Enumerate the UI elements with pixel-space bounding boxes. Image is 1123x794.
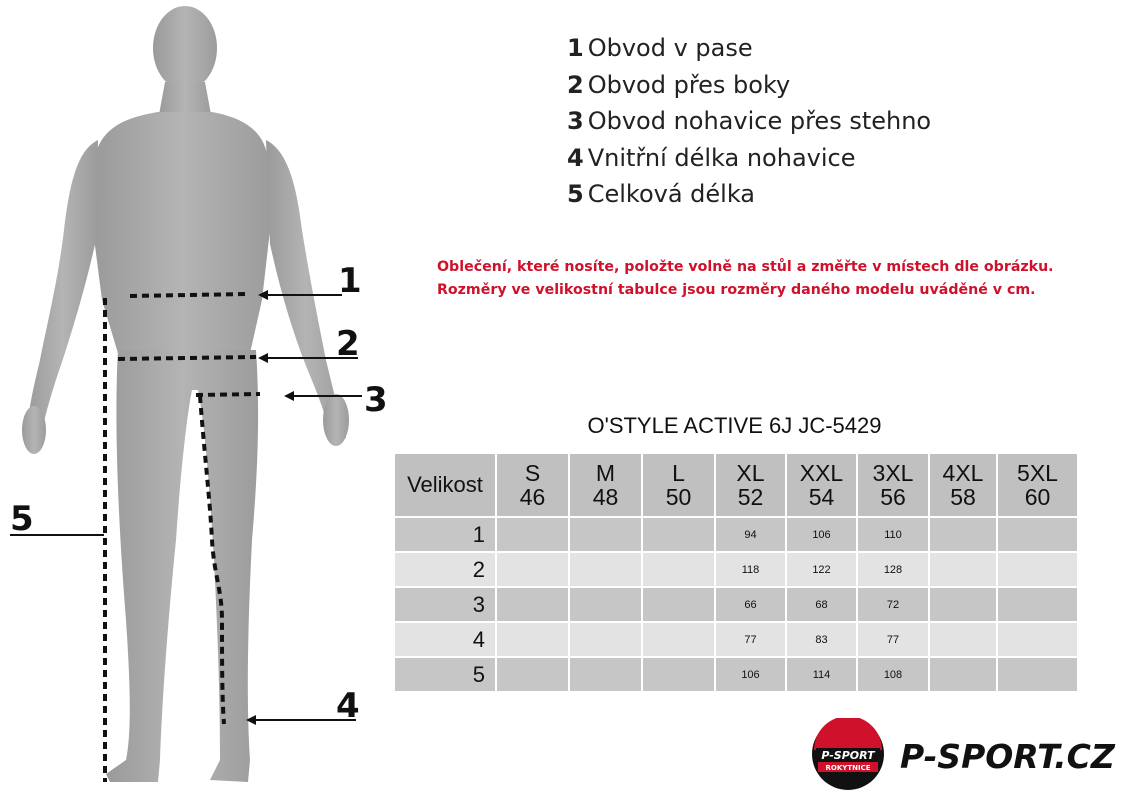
table-cell: [929, 657, 997, 692]
size-name: 5XL: [1017, 460, 1058, 486]
size-name: M: [595, 460, 616, 486]
logo-badge-subtext: ROKYTNICE: [825, 764, 871, 772]
table-cell: 114: [786, 657, 857, 692]
size-number: 48: [592, 484, 619, 510]
table-cell: [929, 587, 997, 622]
table-cell: 83: [786, 622, 857, 657]
table-cell: 72: [857, 587, 929, 622]
marker-1: 1: [338, 261, 362, 301]
table-cell: [929, 622, 997, 657]
table-cell: [929, 517, 997, 552]
size-name: XL: [736, 460, 765, 486]
size-header-label: Velikost: [394, 453, 496, 517]
measurement-legend: [567, 30, 931, 213]
instruction-line: Rozměry ve velikostní tabulce jsou rozměry daného modelu uváděné v cm.: [437, 282, 1036, 298]
marker-5: 5: [10, 499, 34, 539]
size-number: 56: [880, 484, 906, 510]
logo-wordmark: P-SPORT.CZ: [900, 737, 1115, 776]
table-cell: 110: [857, 517, 929, 552]
legend-item: [567, 176, 931, 213]
size-number: 46: [519, 484, 546, 510]
legend-number: 1: [567, 34, 584, 62]
table-cell: [496, 552, 569, 587]
table-cell: [997, 587, 1078, 622]
size-header-cell: [496, 453, 569, 517]
p-sport-logo: [812, 718, 1117, 790]
row-label: 2: [394, 552, 496, 587]
table-cell: [997, 517, 1078, 552]
size-header-cell: [857, 453, 929, 517]
table-cell: 68: [786, 587, 857, 622]
table-cell: [997, 622, 1078, 657]
legend-number: 4: [567, 143, 584, 172]
marker-4: 4: [336, 686, 360, 726]
table-row: [394, 552, 1078, 587]
legend-number: 5: [567, 180, 584, 208]
table-cell: [642, 587, 715, 622]
table-cell: [569, 517, 642, 552]
size-name: 3XL: [872, 460, 914, 486]
table-cell: 94: [715, 517, 786, 552]
row-label: 4: [394, 622, 496, 657]
table-cell: 108: [857, 657, 929, 692]
size-header-cell: [642, 453, 715, 517]
size-header-cell: [786, 453, 857, 517]
size-header-cell: [929, 453, 997, 517]
table-cell: [997, 552, 1078, 587]
marker-3: 3: [364, 380, 388, 420]
size-name: XXL: [799, 460, 844, 486]
table-cell: [569, 552, 642, 587]
size-name: L: [672, 460, 685, 486]
instruction-line: Oblečení, které nosíte, položte volně na stůl a změřte v místech dle obrázku.: [437, 259, 1054, 275]
table-cell: [642, 657, 715, 692]
table-cell: [496, 622, 569, 657]
row-label: 5: [394, 657, 496, 692]
size-header-cell: [569, 453, 642, 517]
legend-text: Obvod přes boky: [587, 70, 791, 99]
table-cell: 66: [715, 587, 786, 622]
table-cell: 106: [786, 517, 857, 552]
table-cell: 122: [786, 552, 857, 587]
size-name: 4XL: [942, 460, 984, 486]
size-header-cell: [715, 453, 786, 517]
legend-number: 2: [567, 70, 584, 99]
legend-item: [567, 30, 931, 67]
row-label: 1: [394, 517, 496, 552]
table-cell: [642, 552, 715, 587]
legend-item: [567, 67, 931, 104]
table-cell: [496, 587, 569, 622]
size-number: 58: [950, 484, 976, 510]
table-row: [394, 587, 1078, 622]
legend-number: 3: [567, 107, 584, 135]
size-number: 54: [808, 484, 835, 510]
table-cell: 128: [857, 552, 929, 587]
table-cell: 77: [715, 622, 786, 657]
table-cell: [642, 622, 715, 657]
body-measurement-figure: [0, 0, 400, 794]
legend-item: [567, 140, 931, 177]
table-cell: [642, 517, 715, 552]
size-name: S: [524, 460, 541, 486]
table-cell: [496, 517, 569, 552]
size-header-row: [394, 453, 1078, 517]
size-number: 50: [665, 484, 692, 510]
legend-text: Obvod nohavice přes stehno: [587, 107, 932, 135]
row-label: 3: [394, 587, 496, 622]
table-cell: [569, 587, 642, 622]
size-table: [393, 452, 1079, 693]
size-header-cell: [997, 453, 1078, 517]
table-cell: 106: [715, 657, 786, 692]
table-cell: 77: [857, 622, 929, 657]
measurement-instructions: [437, 256, 1054, 302]
table-cell: [569, 657, 642, 692]
table-cell: 118: [715, 552, 786, 587]
marker-2: 2: [336, 324, 360, 364]
human-silhouette: [22, 6, 349, 782]
legend-text: Obvod v pase: [587, 34, 753, 62]
table-cell: [929, 552, 997, 587]
legend-text: Celková délka: [587, 180, 756, 208]
table-row: [394, 657, 1078, 692]
size-table-title: O'STYLE ACTIVE 6J JC-5429: [587, 413, 882, 438]
table-row: [394, 622, 1078, 657]
table-cell: [997, 657, 1078, 692]
table-row: [394, 517, 1078, 552]
table-cell: [569, 622, 642, 657]
legend-text: Vnitřní délka nohavice: [587, 143, 856, 172]
legend-item: [567, 103, 931, 140]
table-cell: [496, 657, 569, 692]
size-number: 60: [1024, 484, 1051, 510]
logo-badge-text: P-SPORT: [821, 749, 875, 762]
size-number: 52: [737, 484, 764, 510]
